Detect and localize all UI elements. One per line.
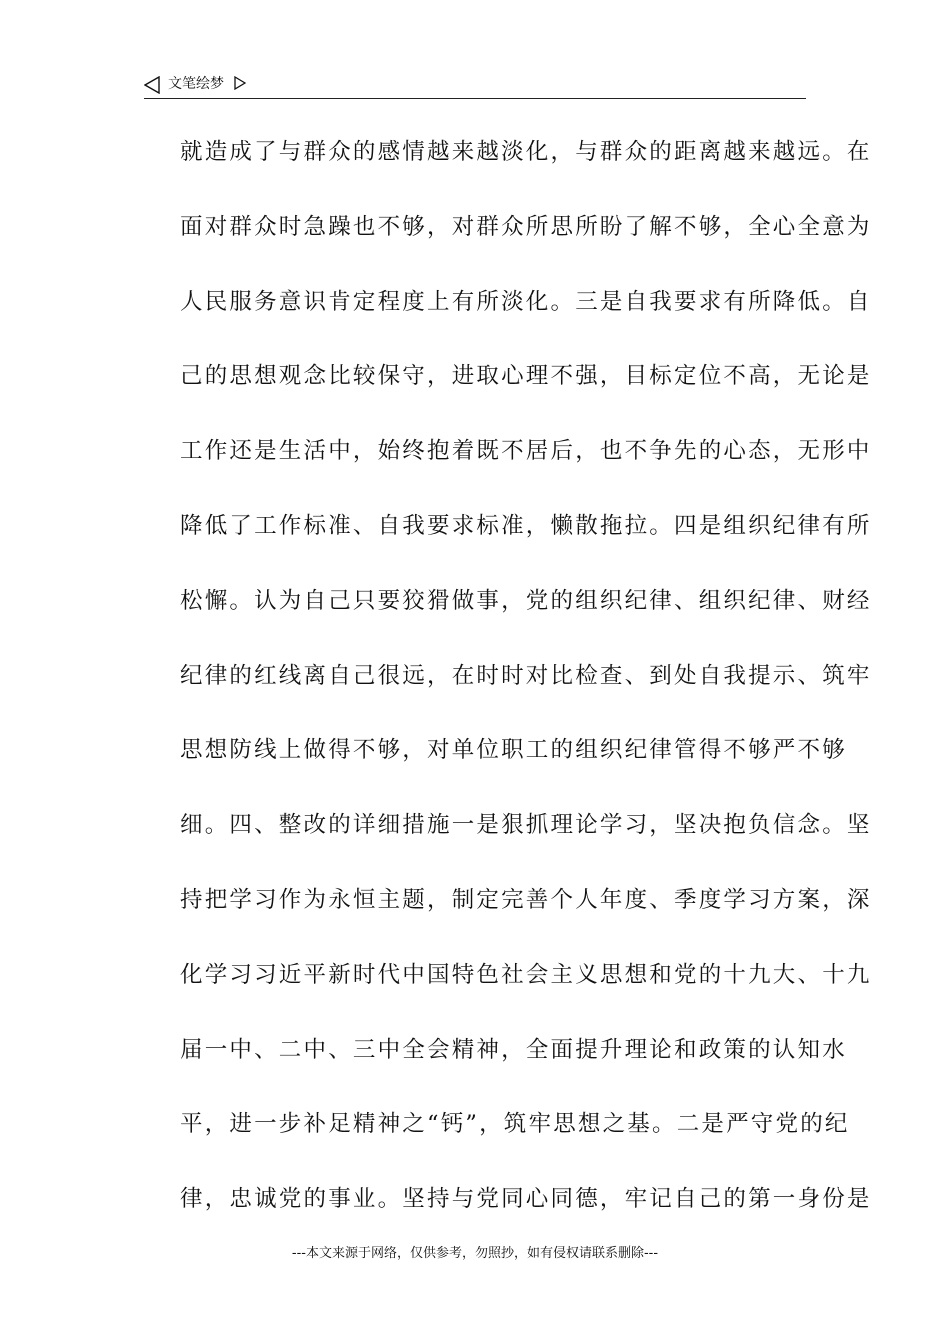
left-triangle-icon — [144, 76, 160, 94]
page-header — [144, 74, 806, 99]
text-line: 纪律的红线离自己很远，在时时对比检查、到处自我提示、筑牢 — [180, 662, 872, 689]
text-line: 面对群众时急躁也不够，对群众所思所盼了解不够，全心全意为 — [180, 213, 872, 240]
text-line: 化学习习近平新时代中国特色社会主义思想和党的十九大、十九 — [180, 961, 872, 988]
text-line: 细。四、整改的详细措施一是狠抓理论学习，坚决抱负信念。坚 — [180, 812, 872, 839]
document-body — [180, 132, 872, 1254]
text-line: 思想防线上做得不够，对单位职工的组织纪律管得不够严不够 — [180, 737, 847, 764]
text-line: 人民服务意识肯定程度上有所淡化。三是自我要求有所降低。自 — [180, 288, 872, 315]
text-line: 持把学习作为永恒主题，制定完善个人年度、季度学习方案，深 — [180, 886, 872, 913]
text-line: 平，进一步补足精神之“钙”，筑牢思想之基。二是严守党的纪 — [180, 1111, 850, 1138]
text-line: 己的思想观念比较保守，进取心理不强，目标定位不高，无论是 — [180, 363, 872, 390]
header-title: 文笔绘梦 — [168, 76, 224, 92]
text-line: 降低了工作标准、自我要求标准，懒散拖拉。四是组织纪律有所 — [180, 512, 872, 539]
right-triangle-icon — [234, 76, 246, 90]
text-line: 松懈。认为自己只要狡猾做事，党的组织纪律、组织纪律、财经 — [180, 587, 872, 614]
text-line: 律，忠诚党的事业。坚持与党同心同德，牢记自己的第一身份是 — [180, 1186, 872, 1213]
text-line: 工作还是生活中，始终抱着既不居后，也不争先的心态，无形中 — [180, 438, 872, 465]
text-line: 就造成了与群众的感情越来越淡化，与群众的距离越来越远。在 — [180, 139, 872, 165]
text-line: 届一中、二中、三中全会精神，全面提升理论和政策的认知水 — [180, 1036, 847, 1063]
footer-notice: ---本文来源于网络，仅供参考，勿照抄，如有侵权请联系删除--- — [291, 1246, 659, 1261]
